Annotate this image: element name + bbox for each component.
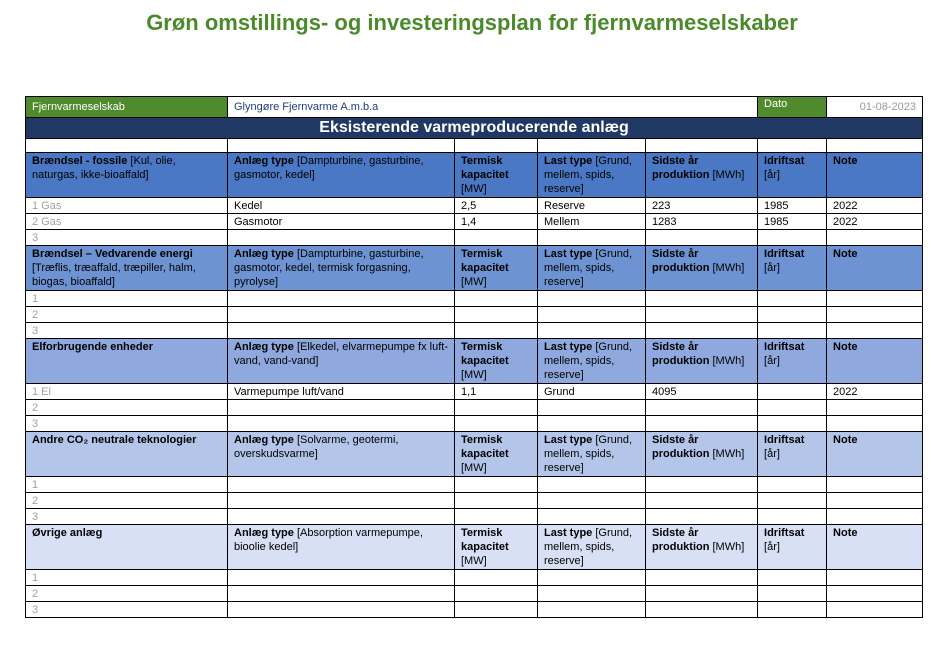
note-header[interactable] <box>827 339 923 384</box>
capacity-cell[interactable]: 2,5 <box>455 198 538 214</box>
plant-table-body <box>26 97 923 618</box>
note-cell[interactable] <box>827 602 923 618</box>
section-name-title: Øvrige anlæg <box>32 527 103 539</box>
production-header-hint: [MWh] <box>712 262 745 274</box>
section-header-fossile <box>26 153 923 198</box>
load-type-cell[interactable] <box>538 323 646 339</box>
capacity-cell[interactable] <box>455 586 538 602</box>
commissioned-cell[interactable] <box>758 493 827 509</box>
commissioned-header-title: Idriftsat <box>764 155 805 167</box>
note-cell[interactable] <box>827 307 923 323</box>
commissioned-header[interactable] <box>758 525 827 570</box>
section-name-title: Elforbrugende enheder <box>32 341 154 353</box>
capacity-header-title: Termisk kapacitet <box>461 434 509 460</box>
commissioned-header-title: Idriftsat <box>764 341 805 353</box>
plant-type-header-hint: [Dampturbine, gasturbine, gasmotor, kedel, termisk forgasning, pyrolyse] <box>234 248 424 288</box>
load-type-header-title: Last type <box>544 341 593 353</box>
row-number[interactable]: 1 <box>26 477 228 493</box>
load-type-header[interactable] <box>538 432 646 477</box>
band-title: Eksisterende varmeproducerende anlæg <box>26 118 923 139</box>
capacity-cell[interactable] <box>455 400 538 416</box>
table-row <box>26 570 923 586</box>
plant-type-header[interactable] <box>228 246 455 291</box>
row-number[interactable]: 2 <box>26 493 228 509</box>
plant-type-cell[interactable] <box>228 230 455 246</box>
production-header-hint: [MWh] <box>712 169 745 181</box>
load-type-cell[interactable] <box>538 291 646 307</box>
plant-type-cell[interactable]: Varmepumpe luft/vand <box>228 384 455 400</box>
note-header[interactable] <box>827 525 923 570</box>
plant-type-cell[interactable] <box>228 493 455 509</box>
note-cell[interactable]: 2022 <box>827 214 923 230</box>
capacity-header-hint: [MW] <box>461 369 487 381</box>
note-header[interactable] <box>827 153 923 198</box>
spacer-cell[interactable] <box>455 139 538 153</box>
spacer-cell[interactable] <box>538 139 646 153</box>
capacity-header-title: Termisk kapacitet <box>461 527 509 553</box>
row-number[interactable]: 3 <box>26 323 228 339</box>
row-number[interactable]: 1 <box>26 570 228 586</box>
note-cell[interactable] <box>827 400 923 416</box>
table-row <box>26 307 923 323</box>
production-cell[interactable] <box>646 230 758 246</box>
load-type-header-title: Last type <box>544 527 593 539</box>
plant-type-header-hint: [Elkedel, elvarmepumpe fx luft-vand, vand-vand] <box>234 341 448 367</box>
plant-type-header-hint: [Absorption varmepumpe, bioolie kedel] <box>234 527 423 553</box>
table-row <box>26 400 923 416</box>
capacity-header[interactable] <box>455 432 538 477</box>
load-type-header[interactable] <box>538 153 646 198</box>
row-number[interactable]: 2 <box>26 400 228 416</box>
commissioned-cell[interactable]: 1985 <box>758 198 827 214</box>
note-cell[interactable] <box>827 586 923 602</box>
capacity-cell[interactable] <box>455 477 538 493</box>
section-name[interactable] <box>26 339 228 384</box>
commissioned-header-title: Idriftsat <box>764 434 805 446</box>
plant-type-cell[interactable] <box>228 570 455 586</box>
section-band <box>26 118 923 139</box>
production-header-hint: [MWh] <box>712 355 745 367</box>
plant-type-header-title: Anlæg type <box>234 341 294 353</box>
commissioned-cell[interactable] <box>758 307 827 323</box>
plant-type-header[interactable] <box>228 525 455 570</box>
capacity-header-hint: [MW] <box>461 462 487 474</box>
plant-type-header[interactable] <box>228 339 455 384</box>
commissioned-cell[interactable] <box>758 570 827 586</box>
note-cell[interactable]: 2022 <box>827 198 923 214</box>
spacer-cell[interactable] <box>758 139 827 153</box>
production-header-title: Sidste år produktion <box>652 341 710 367</box>
plant-type-header[interactable] <box>228 153 455 198</box>
plant-type-cell[interactable] <box>228 602 455 618</box>
section-header-co2neutrale <box>26 432 923 477</box>
plant-type-header-hint: [Dampturbine, gasturbine, gasmotor, kedel] <box>234 155 424 181</box>
load-type-cell[interactable] <box>538 493 646 509</box>
load-type-cell[interactable] <box>538 477 646 493</box>
note-header-title: Note <box>833 155 858 167</box>
production-cell[interactable] <box>646 477 758 493</box>
commissioned-cell[interactable] <box>758 384 827 400</box>
section-name[interactable] <box>26 525 228 570</box>
commissioned-header-title: Idriftsat <box>764 527 805 539</box>
capacity-header[interactable] <box>455 339 538 384</box>
commissioned-cell[interactable]: 1985 <box>758 214 827 230</box>
page-title: Grøn omstillings- og investeringsplan for fjernvarmeselskaber <box>146 10 798 35</box>
commissioned-header-hint: [år] <box>764 448 780 460</box>
note-header-title: Note <box>833 341 858 353</box>
production-cell[interactable] <box>646 291 758 307</box>
plant-type-cell[interactable] <box>228 416 455 432</box>
section-header-elforbrugende <box>26 339 923 384</box>
production-header[interactable] <box>646 246 758 291</box>
production-cell[interactable] <box>646 509 758 525</box>
date-value-cell[interactable]: 01-08-2023 <box>827 97 923 118</box>
section-name-title: Brændsel – Vedvarende energi <box>32 248 193 260</box>
load-type-cell[interactable] <box>538 570 646 586</box>
plant-type-header-title: Anlæg type <box>234 434 294 446</box>
commissioned-header[interactable] <box>758 432 827 477</box>
capacity-header-title: Termisk kapacitet <box>461 248 509 274</box>
production-header-title: Sidste år produktion <box>652 434 710 460</box>
note-cell[interactable] <box>827 509 923 525</box>
capacity-header-title: Termisk kapacitet <box>461 341 509 367</box>
company-name-cell[interactable]: Glyngøre Fjernvarme A.m.b.a <box>228 97 758 118</box>
table-row <box>26 602 923 618</box>
note-cell[interactable] <box>827 493 923 509</box>
row-number[interactable]: 3 <box>26 416 228 432</box>
load-type-header-hint: [Grund, mellem, spids, reserve] <box>544 434 633 474</box>
commissioned-cell[interactable] <box>758 509 827 525</box>
row-number[interactable]: 2 <box>26 307 228 323</box>
capacity-header-hint: [MW] <box>461 555 487 567</box>
commissioned-header-hint: [år] <box>764 355 780 367</box>
plant-type-cell[interactable] <box>228 586 455 602</box>
commissioned-cell[interactable] <box>758 586 827 602</box>
plant-type-cell[interactable] <box>228 477 455 493</box>
note-cell[interactable] <box>827 416 923 432</box>
production-cell[interactable] <box>646 586 758 602</box>
table-row <box>26 509 923 525</box>
load-type-cell[interactable] <box>538 230 646 246</box>
production-header[interactable] <box>646 525 758 570</box>
table-row <box>26 493 923 509</box>
load-type-cell[interactable] <box>538 586 646 602</box>
capacity-cell[interactable]: 1,1 <box>455 384 538 400</box>
plant-type-header-title: Anlæg type <box>234 155 294 167</box>
commissioned-cell[interactable] <box>758 323 827 339</box>
section-name[interactable] <box>26 246 228 291</box>
capacity-header[interactable] <box>455 153 538 198</box>
commissioned-header-hint: [år] <box>764 541 780 553</box>
capacity-cell[interactable] <box>455 570 538 586</box>
commissioned-header-hint: [år] <box>764 169 780 181</box>
note-header-title: Note <box>833 527 858 539</box>
capacity-cell[interactable]: 1,4 <box>455 214 538 230</box>
plant-type-cell[interactable] <box>228 400 455 416</box>
section-name[interactable] <box>26 432 228 477</box>
load-type-header[interactable] <box>538 246 646 291</box>
production-cell[interactable] <box>646 570 758 586</box>
table-row <box>26 416 923 432</box>
table-row <box>26 214 923 230</box>
production-header[interactable] <box>646 339 758 384</box>
plant-type-header-title: Anlæg type <box>234 527 294 539</box>
table-row <box>26 230 923 246</box>
load-type-header[interactable] <box>538 525 646 570</box>
load-type-cell[interactable] <box>538 400 646 416</box>
section-header-vedvarende <box>26 246 923 291</box>
production-cell[interactable] <box>646 323 758 339</box>
section-header-ovrige <box>26 525 923 570</box>
production-cell[interactable] <box>646 416 758 432</box>
production-cell[interactable]: 4095 <box>646 384 758 400</box>
commissioned-header[interactable] <box>758 246 827 291</box>
row-number[interactable]: 1 El <box>26 384 228 400</box>
production-cell[interactable]: 223 <box>646 198 758 214</box>
spacer-cell[interactable] <box>827 139 923 153</box>
capacity-cell[interactable] <box>455 323 538 339</box>
info-row <box>26 97 923 118</box>
load-type-header-hint: [Grund, mellem, spids, reserve] <box>544 527 633 567</box>
spacer-cell[interactable] <box>26 139 228 153</box>
commissioned-header-hint: [år] <box>764 262 780 274</box>
load-type-header-hint: [Grund, mellem, spids, reserve] <box>544 341 633 381</box>
production-header[interactable] <box>646 432 758 477</box>
note-cell[interactable] <box>827 570 923 586</box>
capacity-cell[interactable] <box>455 509 538 525</box>
note-cell[interactable]: 2022 <box>827 384 923 400</box>
company-label: Fjernvarmeselskab <box>26 97 228 118</box>
note-cell[interactable] <box>827 477 923 493</box>
table-row <box>26 198 923 214</box>
plant-type-cell[interactable] <box>228 307 455 323</box>
commissioned-cell[interactable] <box>758 477 827 493</box>
commissioned-header-title: Idriftsat <box>764 248 805 260</box>
load-type-header-hint: [Grund, mellem, spids, reserve] <box>544 248 633 288</box>
plant-type-header-hint: [Solvarme, geotermi, overskudsvarme] <box>234 434 399 460</box>
row-number[interactable]: 1 <box>26 291 228 307</box>
row-number[interactable]: 3 <box>26 230 228 246</box>
capacity-cell[interactable] <box>455 493 538 509</box>
table-row <box>26 323 923 339</box>
table-row <box>26 586 923 602</box>
row-number[interactable]: 2 Gas <box>26 214 228 230</box>
production-header-hint: [MWh] <box>712 541 745 553</box>
load-type-header[interactable] <box>538 339 646 384</box>
capacity-header-hint: [MW] <box>461 183 487 195</box>
table-row <box>26 384 923 400</box>
production-cell[interactable]: 1283 <box>646 214 758 230</box>
production-cell[interactable] <box>646 307 758 323</box>
load-type-header-title: Last type <box>544 434 593 446</box>
capacity-header[interactable] <box>455 525 538 570</box>
load-type-cell[interactable]: Reserve <box>538 198 646 214</box>
production-cell[interactable] <box>646 493 758 509</box>
production-header-title: Sidste år produktion <box>652 248 710 274</box>
plant-type-cell[interactable] <box>228 509 455 525</box>
note-header-title: Note <box>833 434 858 446</box>
table-row <box>26 477 923 493</box>
commissioned-header[interactable] <box>758 153 827 198</box>
plant-type-cell[interactable]: Gasmotor <box>228 214 455 230</box>
capacity-header-hint: [MW] <box>461 276 487 288</box>
plant-type-header-title: Anlæg type <box>234 248 294 260</box>
commissioned-cell[interactable] <box>758 416 827 432</box>
capacity-cell[interactable] <box>455 602 538 618</box>
commissioned-header[interactable] <box>758 339 827 384</box>
commissioned-cell[interactable] <box>758 230 827 246</box>
production-cell[interactable] <box>646 602 758 618</box>
note-cell[interactable] <box>827 230 923 246</box>
date-label: Dato <box>758 97 827 118</box>
load-type-cell[interactable] <box>538 509 646 525</box>
capacity-cell[interactable] <box>455 307 538 323</box>
commissioned-cell[interactable] <box>758 400 827 416</box>
note-header[interactable] <box>827 432 923 477</box>
section-name-hint: [Træflis, træaffald, træpiller, halm, biogas, bioaffald] <box>32 262 196 288</box>
production-cell[interactable] <box>646 400 758 416</box>
capacity-cell[interactable] <box>455 291 538 307</box>
production-header-hint: [MWh] <box>712 448 745 460</box>
spacer-cell[interactable] <box>228 139 455 153</box>
load-type-cell[interactable] <box>538 307 646 323</box>
commissioned-cell[interactable] <box>758 602 827 618</box>
load-type-cell[interactable] <box>538 416 646 432</box>
production-header-title: Sidste år produktion <box>652 527 710 553</box>
capacity-cell[interactable] <box>455 416 538 432</box>
note-cell[interactable] <box>827 323 923 339</box>
note-header-title: Note <box>833 248 858 260</box>
row-number[interactable]: 2 <box>26 586 228 602</box>
spacer-row <box>26 139 923 153</box>
plant-table <box>25 96 923 618</box>
plant-type-cell[interactable]: Kedel <box>228 198 455 214</box>
row-number[interactable]: 1 Gas <box>26 198 228 214</box>
load-type-header-title: Last type <box>544 248 593 260</box>
production-header[interactable] <box>646 153 758 198</box>
plant-type-cell[interactable] <box>228 291 455 307</box>
production-header-title: Sidste år produktion <box>652 155 710 181</box>
load-type-header-title: Last type <box>544 155 593 167</box>
capacity-cell[interactable] <box>455 230 538 246</box>
load-type-cell[interactable] <box>538 602 646 618</box>
section-name-title: Andre CO₂ neutrale teknologier <box>32 434 197 446</box>
note-header[interactable] <box>827 246 923 291</box>
load-type-cell[interactable]: Mellem <box>538 214 646 230</box>
table-row <box>26 291 923 307</box>
load-type-header-hint: [Grund, mellem, spids, reserve] <box>544 155 633 195</box>
row-number[interactable]: 3 <box>26 602 228 618</box>
section-name-hint: [Kul, olie, naturgas, ikke-bioaffald] <box>32 155 176 181</box>
note-cell[interactable] <box>827 291 923 307</box>
capacity-header[interactable] <box>455 246 538 291</box>
commissioned-cell[interactable] <box>758 291 827 307</box>
capacity-header-title: Termisk kapacitet <box>461 155 509 181</box>
load-type-cell[interactable]: Grund <box>538 384 646 400</box>
plant-type-cell[interactable] <box>228 323 455 339</box>
spacer-cell[interactable] <box>646 139 758 153</box>
section-name[interactable] <box>26 153 228 198</box>
section-name-title: Brændsel - fossile <box>32 155 128 167</box>
row-number[interactable]: 3 <box>26 509 228 525</box>
plant-type-header[interactable] <box>228 432 455 477</box>
